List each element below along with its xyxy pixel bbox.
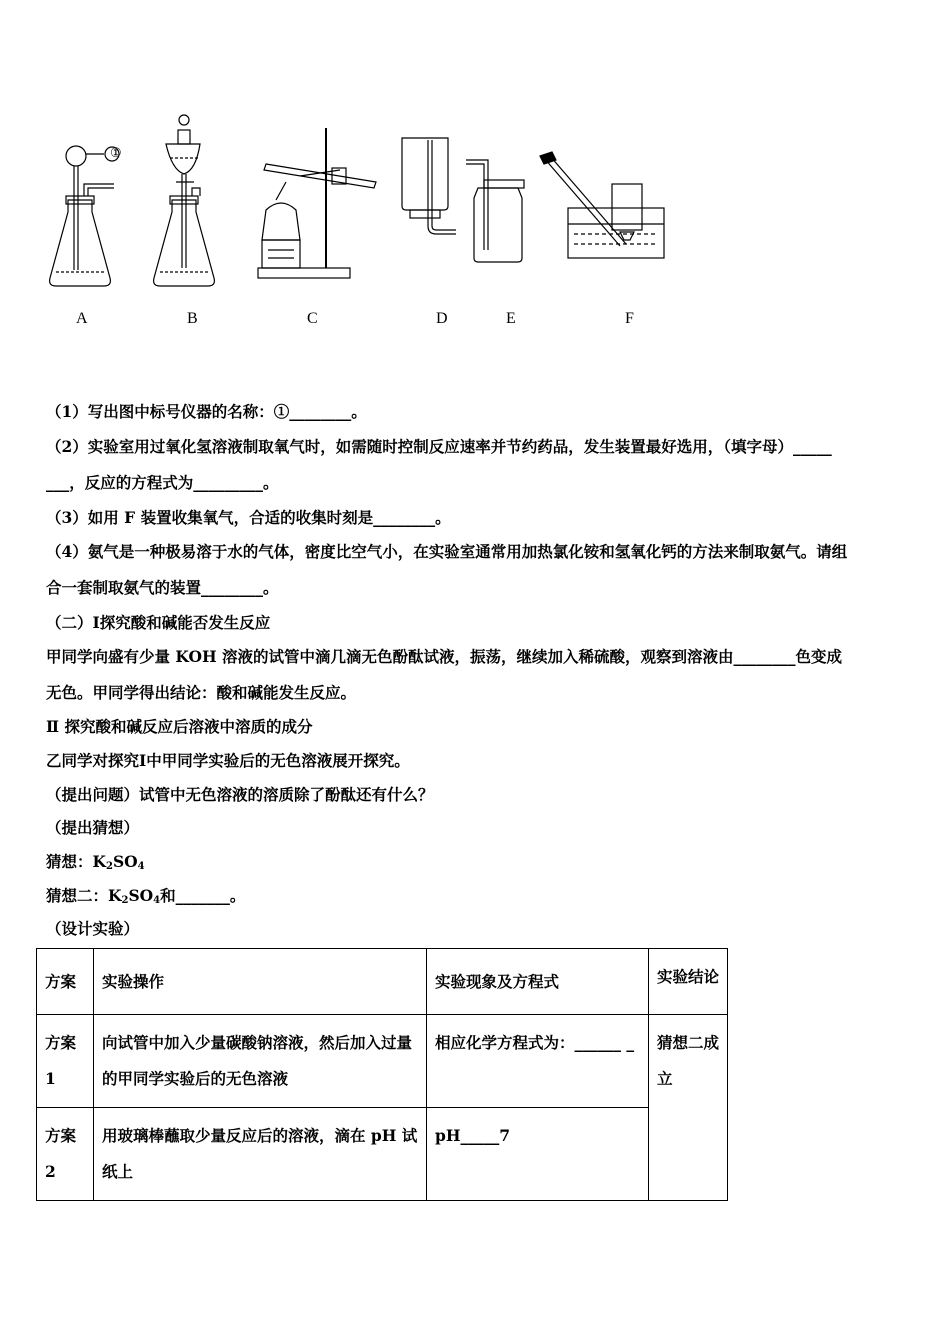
label-b: B <box>187 310 198 327</box>
row-2-scheme: 方案 2 <box>37 1108 94 1201</box>
label-f: F <box>625 310 634 327</box>
guess-1: 猜想：$K_2SO_4$ <box>46 852 145 872</box>
label-d: D <box>436 310 448 327</box>
marker-1: ① <box>110 145 122 160</box>
question-2-line-2: ___，反应的方程式为_________。 <box>46 473 279 492</box>
guess-2: 猜想二：$K_2SO_4$和_______。 <box>46 886 246 906</box>
apparatus-e-icon <box>466 160 524 262</box>
table-header-row <box>37 949 728 1015</box>
question-4-line-2: 合一套制取氨气的装置________。 <box>46 578 279 597</box>
apparatus-a-icon <box>50 146 119 286</box>
apparatus-b-icon <box>154 115 215 286</box>
apparatus-figure <box>0 100 700 300</box>
header-observation: 实验现象及方程式 <box>427 949 649 1015</box>
label-e: E <box>506 310 516 327</box>
part-2-ii-title: Ⅱ 探究酸和碱反应后溶液中溶质的成分 <box>46 717 313 736</box>
apparatus-f-icon <box>540 152 664 258</box>
part-2-title: （二）Ⅰ探究酸和碱能否发生反应 <box>46 613 271 632</box>
conclusion-cell: 猜想二成立 <box>649 1015 728 1201</box>
experiment-table <box>36 948 728 1201</box>
row-1-scheme: 方案 1 <box>37 1015 94 1108</box>
header-operation: 实验操作 <box>94 949 427 1015</box>
hypothesis-title: （提出猜想） <box>46 818 140 837</box>
table-row <box>37 1108 728 1201</box>
question-3: （3）如用 F 装置收集氧气，合适的收集时刻是________。 <box>46 508 451 527</box>
row-1-observation: 相应化学方程式为：______ _ <box>427 1015 649 1108</box>
row-2-observation: pH_____7 <box>427 1108 649 1201</box>
label-a: A <box>76 310 88 327</box>
apparatus-c-icon <box>258 128 376 278</box>
design-title: （设计实验） <box>46 919 140 938</box>
question-raise: （提出问题）试管中无色溶液的溶质除了酚酞还有什么？ <box>46 785 434 804</box>
label-c: C <box>307 310 318 327</box>
row-2-operation: 用玻璃棒蘸取少量反应后的溶液，滴在 pH 试纸上 <box>94 1108 427 1201</box>
question-4-line-1: （4）氨气是一种极易溶于水的气体，密度比空气小，在实验室通常用加热氯化铵和氢氧化钙的方法来制取氨气。请组 <box>46 542 848 561</box>
question-1: （1）写出图中标号仪器的名称：①________。 <box>46 402 367 421</box>
header-conclusion: 实验结论 <box>649 949 728 1015</box>
row-1-operation: 向试管中加入少量碳酸钠溶液，然后加入过量的甲同学实验后的无色溶液 <box>94 1015 427 1108</box>
part-2-ii-intro: 乙同学对探究Ⅰ中甲同学实验后的无色溶液展开探究。 <box>46 751 410 770</box>
paragraph-1-line-1: 甲同学向盛有少量 KOH 溶液的试管中滴几滴无色酚酞试液，振荡，继续加入稀硫酸，观察到溶液由________色变成 <box>46 647 842 666</box>
question-2-line-1: （2）实验室用过氧化氢溶液制取氧气时，如需随时控制反应速率并节约药品，发生装置最好选用，（填字母）_____ <box>46 437 832 456</box>
paragraph-1-line-2: 无色。甲同学得出结论：酸和碱能发生反应。 <box>46 683 357 702</box>
table-row <box>37 1015 728 1108</box>
apparatus-d-icon <box>402 138 456 234</box>
header-scheme: 方案 <box>37 949 94 1015</box>
